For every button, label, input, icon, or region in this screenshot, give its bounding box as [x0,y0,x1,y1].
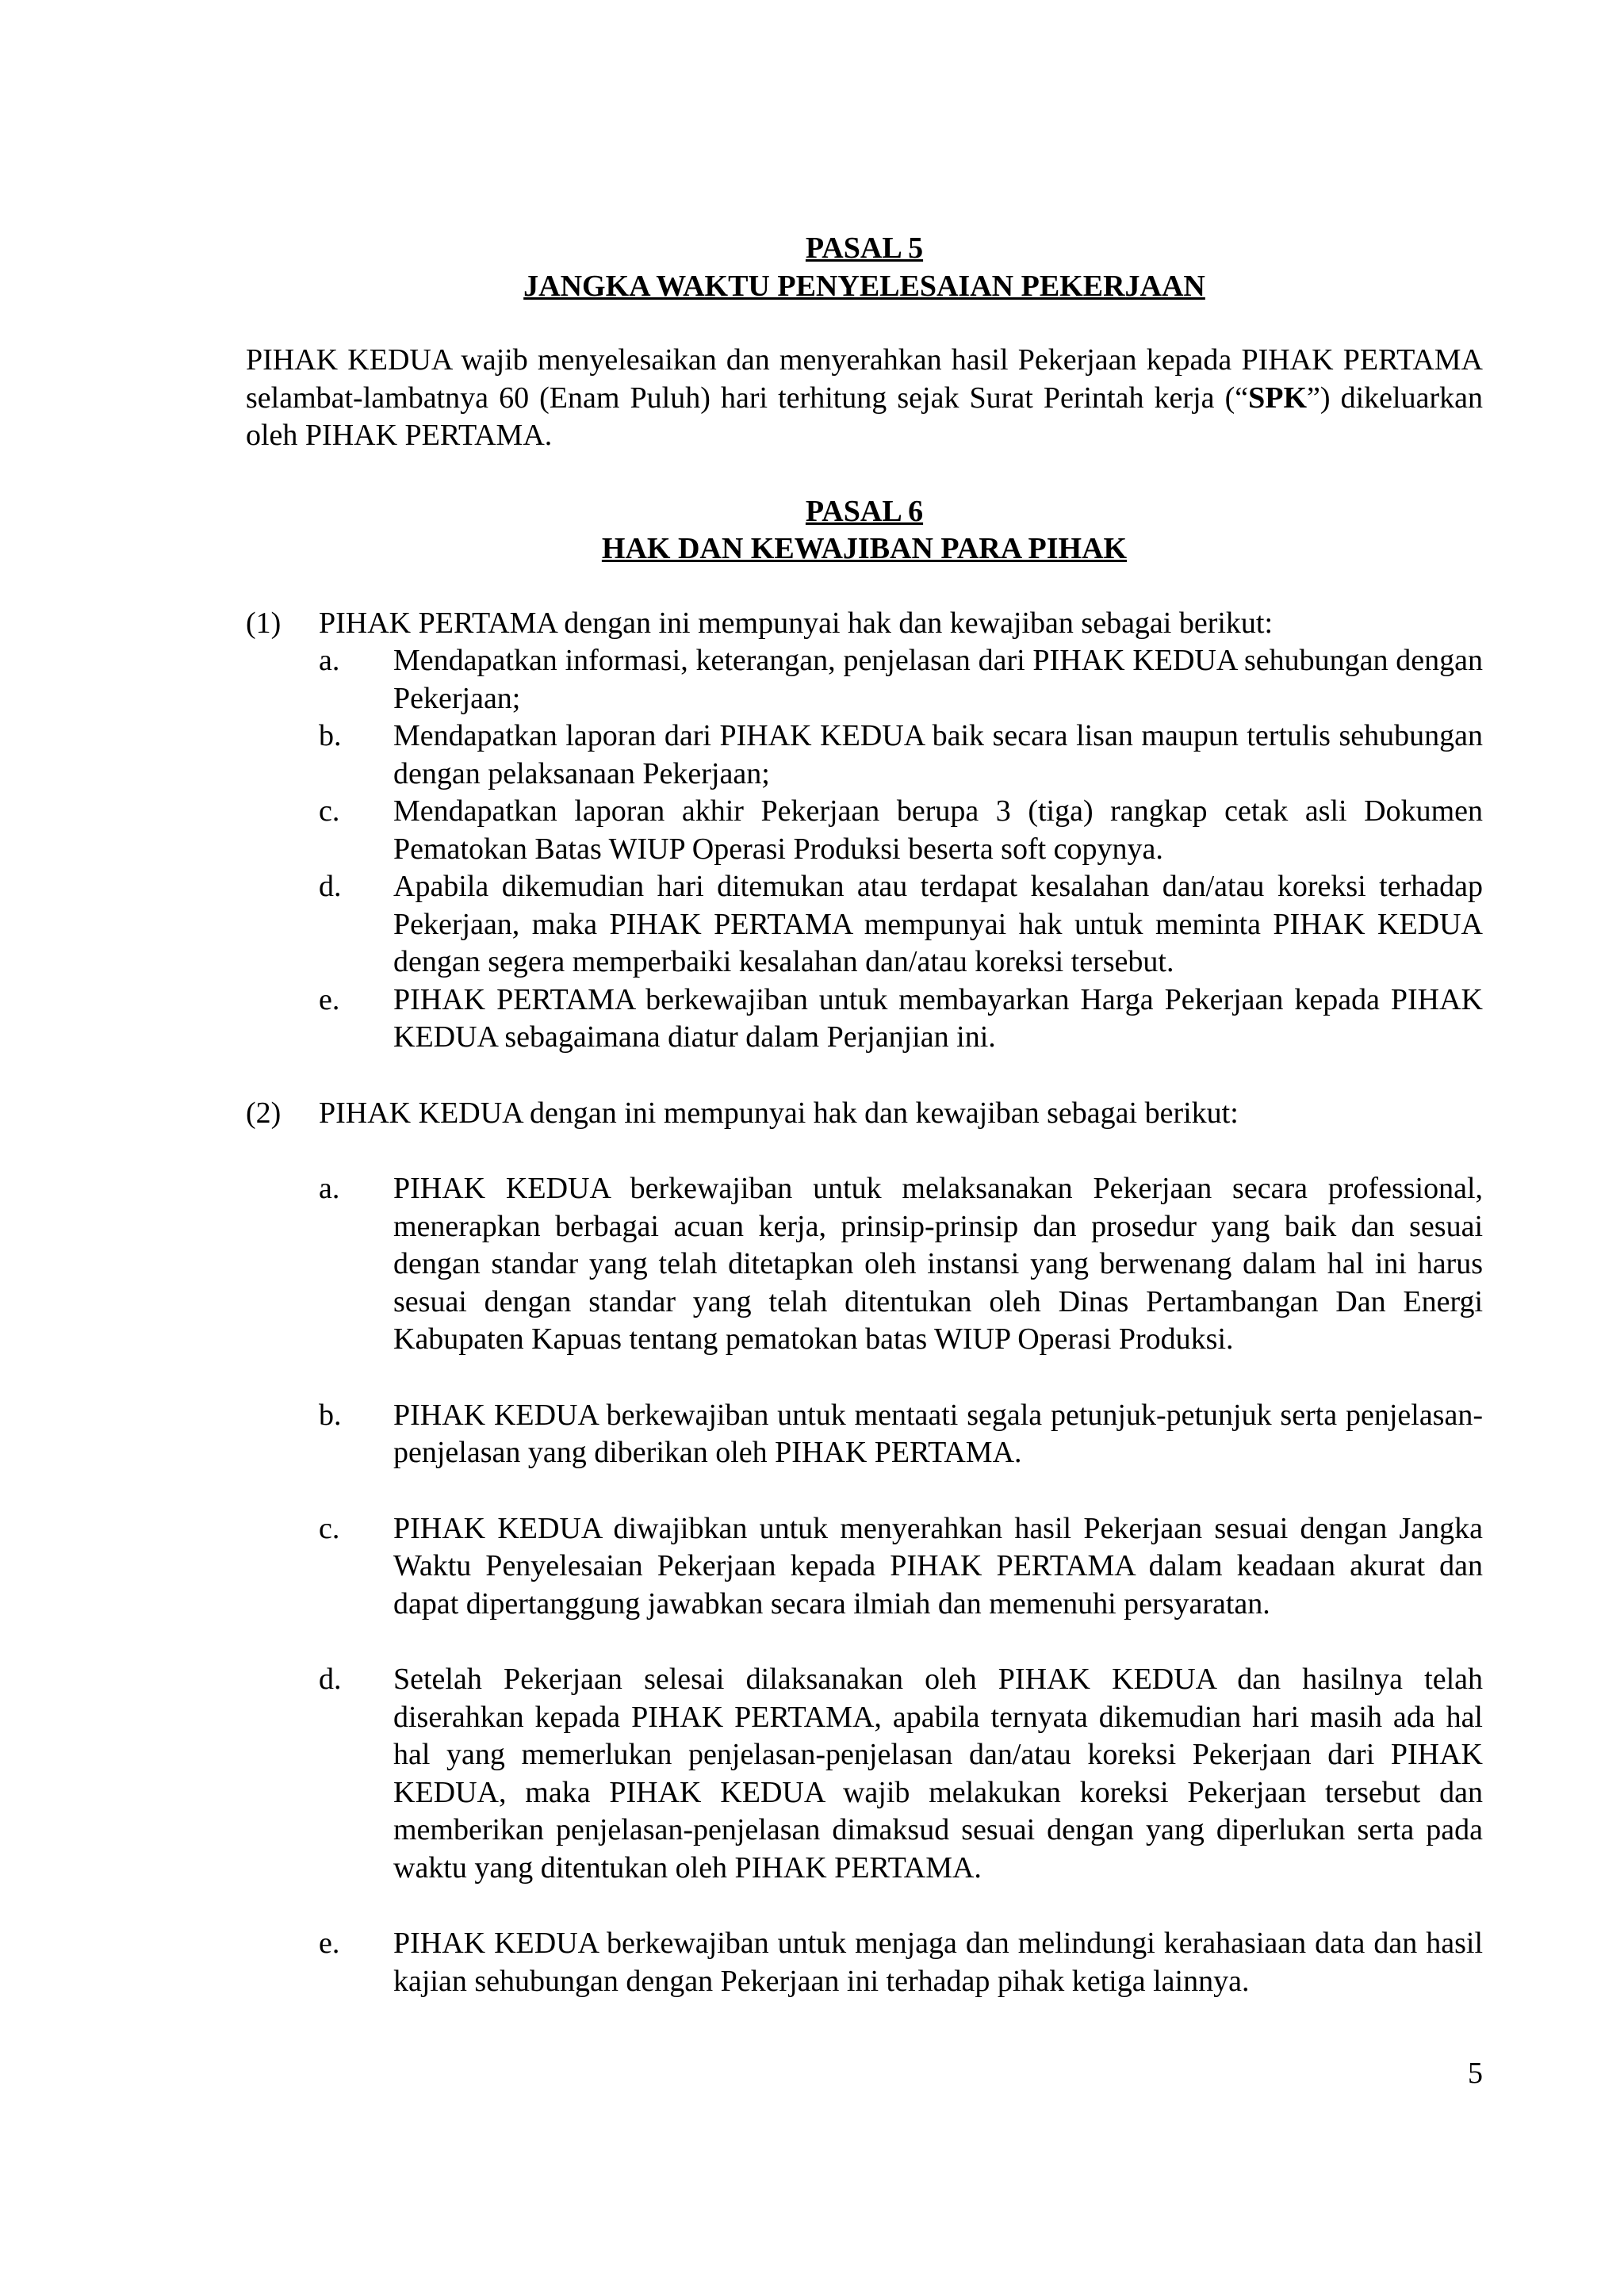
section-2-list [246,1170,1483,2000]
item-letter: c. [319,794,340,828]
list-item [246,1397,1483,1472]
pasal-5-body-end: ”) dikeluarkan oleh PIHAK PERTAMA. [246,381,1483,452]
item-letter: b. [319,1398,342,1432]
list-item [246,868,1483,982]
item-letter: a. [319,644,340,677]
item-letter: d. [319,870,342,903]
item-text: PIHAK PERTAMA berkewajiban untuk membayarkan Harga Pekerjaan kepada PIHAK KEDUA sebagaimana diatur dalam Perjanjian ini. [393,982,1483,1054]
section-2-number: (2) [246,1096,282,1130]
pasal-6-subtitle: HAK DAN KEWAJIBAN PARA PIHAK [601,532,1128,565]
section-1-intro: PIHAK PERTAMA dengan ini mempunyai hak dan kewajiban sebagai berikut: [319,606,1274,640]
list-item [246,1170,1483,1359]
item-text: Apabila dikemudian hari ditemukan atau terdapat kesalahan dan/atau koreksi terhadap Pekerjaan, maka PIHAK PERTAMA mempunyai hak untuk meminta PIHAK KEDUA dengan segera memperbaiki kesalahan dan/atau koreksi tersebut. [393,870,1483,978]
list-item [246,1661,1483,1887]
item-text: Setelah Pekerjaan selesai dilaksanakan oleh PIHAK KEDUA dan hasilnya telah diserahkan kepada PIHAK PERTAMA, apabila ternyata dikemudian hari masih ada hal hal yang memerlukan penjelasan-penjelasan dan/atau koreksi Pekerjaan dari PIHAK KEDUA, maka PIHAK KEDUA wajib melakukan koreksi Pekerjaan tersebut dan memberikan penjelasan-penjelasan dimaksud sesuai dengan yang diperlukan serta pada waktu yang ditentukan oleh PIHAK PERTAMA. [393,1663,1483,1885]
item-text: PIHAK KEDUA diwajibkan untuk menyerahkan hasil Pekerjaan sesuai dengan Jangka Waktu Penyelesaian Pekerjaan kepada PIHAK PERTAMA dalam keadaan akurat dan dapat dipertanggung jawabkan secara ilmiah dan memenuhi persyaratan. [393,1511,1483,1621]
page-number: 5 [1468,2057,1483,2090]
section-2-intro-row [246,1095,1483,1133]
section-2-intro: PIHAK KEDUA dengan ini mempunyai hak dan kewajiban sebagai berikut: [319,1096,1239,1130]
list-item [246,1510,1483,1624]
item-text: Mendapatkan informasi, keterangan, penjelasan dari PIHAK KEDUA sehubungan dengan Pekerjaan; [393,644,1483,715]
pasal-6-title: PASAL 6 [805,494,924,528]
item-letter: e. [319,1927,340,1960]
spk-term: SPK [1248,381,1308,415]
pasal-5-body [246,342,1483,455]
item-letter: a. [319,1172,340,1205]
item-text: PIHAK KEDUA berkewajiban untuk melaksanakan Pekerjaan secara professional, menerapkan berbagai acuan kerja, prinsip-prinsip dan prosedur yang baik dan sesuai dengan standar yang telah ditetapkan oleh instansi yang berwenang dalam hal ini harus sesuai dengan standar yang telah ditentukan oleh Dinas Pertambangan Dan Energi Kabupaten Kapuas tentang pematokan batas WIUP Operasi Produksi. [393,1172,1483,1356]
section-1-intro-row [246,605,1483,643]
pasal-6-section-1 [246,605,1483,1057]
list-item [246,642,1483,718]
pasal-6-section-2 [246,1095,1483,2001]
list-item [246,718,1483,793]
pasal-5-subtitle: JANGKA WAKTU PENYELESAIAN PEKERJAAN [523,269,1205,303]
list-item [246,1925,1483,2000]
item-text: PIHAK KEDUA berkewajiban untuk menjaga dan melindungi kerahasiaan data dan hasil kajian sehubungan dengan Pekerjaan ini terhadap pihak ketiga lainnya. [393,1927,1483,1998]
item-letter: d. [319,1663,342,1696]
item-text: Mendapatkan laporan dari PIHAK KEDUA baik secara lisan maupun tertulis sehubungan dengan pelaksanaan Pekerjaan; [393,719,1483,790]
item-letter: e. [319,982,340,1016]
item-text: PIHAK KEDUA berkewajiban untuk mentaati segala petunjuk-petunjuk serta penjelasan-penjelasan yang diberikan oleh PIHAK PERTAMA. [393,1398,1483,1469]
pasal-5-title: PASAL 5 [805,232,924,265]
pasal-5-body-start: PIHAK KEDUA wajib menyelesaikan dan menyerahkan hasil Pekerjaan kepada PIHAK PERTAMA selambat-lambatnya 60 (Enam Puluh) hari terhitung sejak Surat Perintah kerja (“ [246,343,1483,415]
item-letter: c. [319,1511,340,1545]
list-item [246,982,1483,1057]
item-letter: b. [319,719,342,752]
item-text: Mendapatkan laporan akhir Pekerjaan berupa 3 (tiga) rangkap cetak asli Dokumen Pematokan Batas WIUP Operasi Produksi beserta soft copynya. [393,794,1483,866]
section-1-number: (1) [246,606,282,640]
page-content [246,230,1483,2000]
list-item [246,793,1483,868]
section-1-list [246,642,1483,1057]
